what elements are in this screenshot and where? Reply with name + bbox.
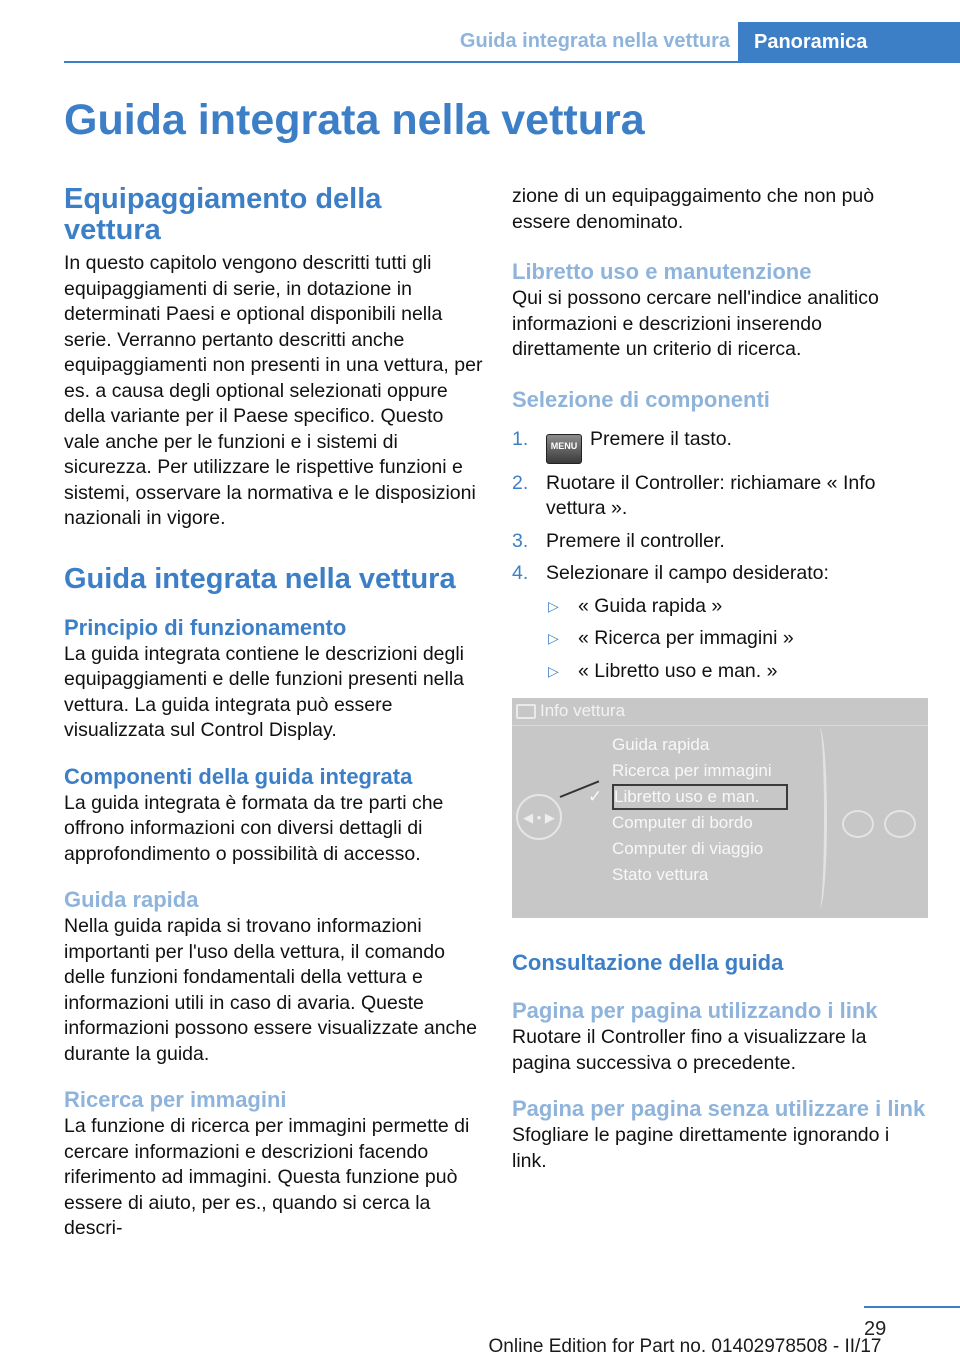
- screen-menu-item: Stato vettura: [612, 865, 709, 884]
- left-column: [64, 184, 484, 1242]
- screen-menu-item: Ricerca per immagini: [612, 761, 772, 780]
- scroll-arc: [812, 728, 827, 908]
- step-number: 3.: [512, 529, 529, 552]
- triangle-bullet-icon: ▷: [548, 662, 559, 679]
- step-2: [512, 471, 928, 522]
- step-text: Premere il tasto.: [590, 427, 732, 450]
- heading-ricerca-immagini: Ricerca per immagini: [64, 1087, 287, 1112]
- text-ricerca-immagini: La funzione di ricerca per immagini permette di cercare informazioni e descrizioni facendo riferimento ad immagini. Questa funzione può essere di aiuto, per es., quando si cerca la descri-: [64, 1115, 470, 1239]
- heading-guida-integrata: Guida integrata nella vettura: [64, 562, 456, 595]
- option-item: [546, 626, 928, 652]
- page-title: Guida integrata nella vettura: [64, 96, 645, 144]
- heading-link: Pagina per pagina utilizzando i link: [512, 998, 878, 1023]
- text-equipaggiamento: In questo capitolo vengono descritti tutti gli equipaggiamenti di serie, in dotazione in determinati Paesi e optional disponibili nella serie. Verranno pertanto descritti anche equipaggiamenti non presenti in una vettura, per es. a causa degli optional selezionati oppure della variante per il Paese specifico. Questo vale anche per le funzioni e i sistemi di sicurezza. Per utilizzare le rispettive funzioni e sistemi, osservare la normativa e le disposizioni nazionali in vigore.: [64, 252, 483, 529]
- triangle-bullet-icon: ▷: [548, 597, 559, 614]
- selected-item-label: Libretto uso e man.: [614, 787, 760, 806]
- option-text: « Guida rapida »: [578, 594, 723, 617]
- document-icon: [842, 810, 874, 838]
- step-text: Premere il controller.: [546, 529, 725, 552]
- display-icon: [884, 810, 916, 838]
- heading-principio: Principio di funzionamento: [64, 614, 347, 640]
- screen-menu-item: Computer di bordo: [612, 813, 753, 832]
- heading-libretto: Libretto uso e manutenzione: [512, 259, 812, 284]
- heading-selezione: Selezione di componenti: [512, 386, 770, 412]
- text-continuation: zione di un equipaggaimento che non può essere denominato.: [512, 185, 875, 233]
- step-number: 4.: [512, 562, 529, 584]
- triangle-bullet-icon: ▷: [548, 630, 559, 646]
- option-item: [546, 594, 928, 620]
- screen-menu: [588, 732, 912, 888]
- control-display-screenshot: [512, 698, 928, 918]
- option-text: « Libretto uso e man. »: [578, 659, 778, 682]
- check-icon: ✓: [588, 787, 603, 806]
- header-tab: Panoramica: [738, 22, 960, 62]
- step-text: Selezionare il campo desiderato:: [546, 562, 829, 584]
- step-number: 1.: [512, 427, 529, 450]
- heading-componenti: Componenti della guida integrata: [64, 763, 413, 789]
- step-1: [512, 427, 928, 464]
- car-info-icon: [516, 704, 536, 719]
- options-list: [512, 594, 928, 685]
- step-number: 2.: [512, 471, 529, 494]
- heading-guida-rapida: Guida rapida: [64, 887, 199, 912]
- page-number: 29: [864, 1318, 887, 1340]
- text-no-link: Sfogliare le pagine direttamente ignorando i link.: [512, 1124, 890, 1172]
- heading-consultazione: Consultazione della guida: [512, 950, 784, 975]
- text-principio: La guida integrata contiene le descrizioni degli equipaggiamenti e delle funzioni presenti nella vettura. La guida integrata può essere visualizzata sul Control Display.: [64, 642, 465, 741]
- text-link: Ruotare il Controller fino a visualizzare la pagina successiva o precedente.: [512, 1026, 867, 1074]
- controller-knob-icon: ◀ • ▶: [516, 794, 562, 840]
- steps-list: [512, 427, 928, 587]
- text-libretto: Qui si possono cercare nell'indice analitico informazioni e descrizioni inserendo direttamente un criterio di ricerca.: [512, 287, 879, 360]
- step-text: Ruotare il Controller: richiamare « Info vettura ».: [546, 471, 876, 519]
- heading-no-link: Pagina per pagina senza utilizzare i link: [512, 1096, 926, 1121]
- screen-divider: [512, 725, 928, 726]
- screen-menu-item: Computer di viaggio: [612, 839, 764, 858]
- menu-button-icon: MENU: [546, 434, 582, 464]
- option-text: « Ricerca per immagini »: [578, 627, 794, 649]
- right-column: [512, 184, 928, 1174]
- footer-rule: [864, 1306, 960, 1308]
- screen-title: Info vettura: [540, 701, 626, 720]
- header-section-title: Guida integrata nella vettura: [459, 30, 730, 52]
- text-componenti: La guida integrata è formata da tre parti che offrono informazioni con diversi dettagli di approfondimento o possibilità di accesso.: [64, 791, 444, 865]
- text-guida-rapida: Nella guida rapida si trovano informazioni importanti per l'uso della vettura, il comando delle funzioni fondamentali della vettura e informazioni utili in caso di avaria. Queste informazioni possono essere visualizzate anche durante la guida.: [64, 915, 477, 1065]
- screen-menu-item: Guida rapida: [612, 735, 710, 754]
- option-item: [546, 659, 928, 685]
- step-4: [512, 561, 928, 587]
- heading-equipaggiamento: Equipaggiamento della vettura: [64, 183, 382, 246]
- screen-menu-item-selected: [588, 784, 788, 810]
- footer-edition: Online Edition for Part no. 01402978508 - II/17: [488, 1336, 882, 1357]
- step-3: [512, 529, 928, 555]
